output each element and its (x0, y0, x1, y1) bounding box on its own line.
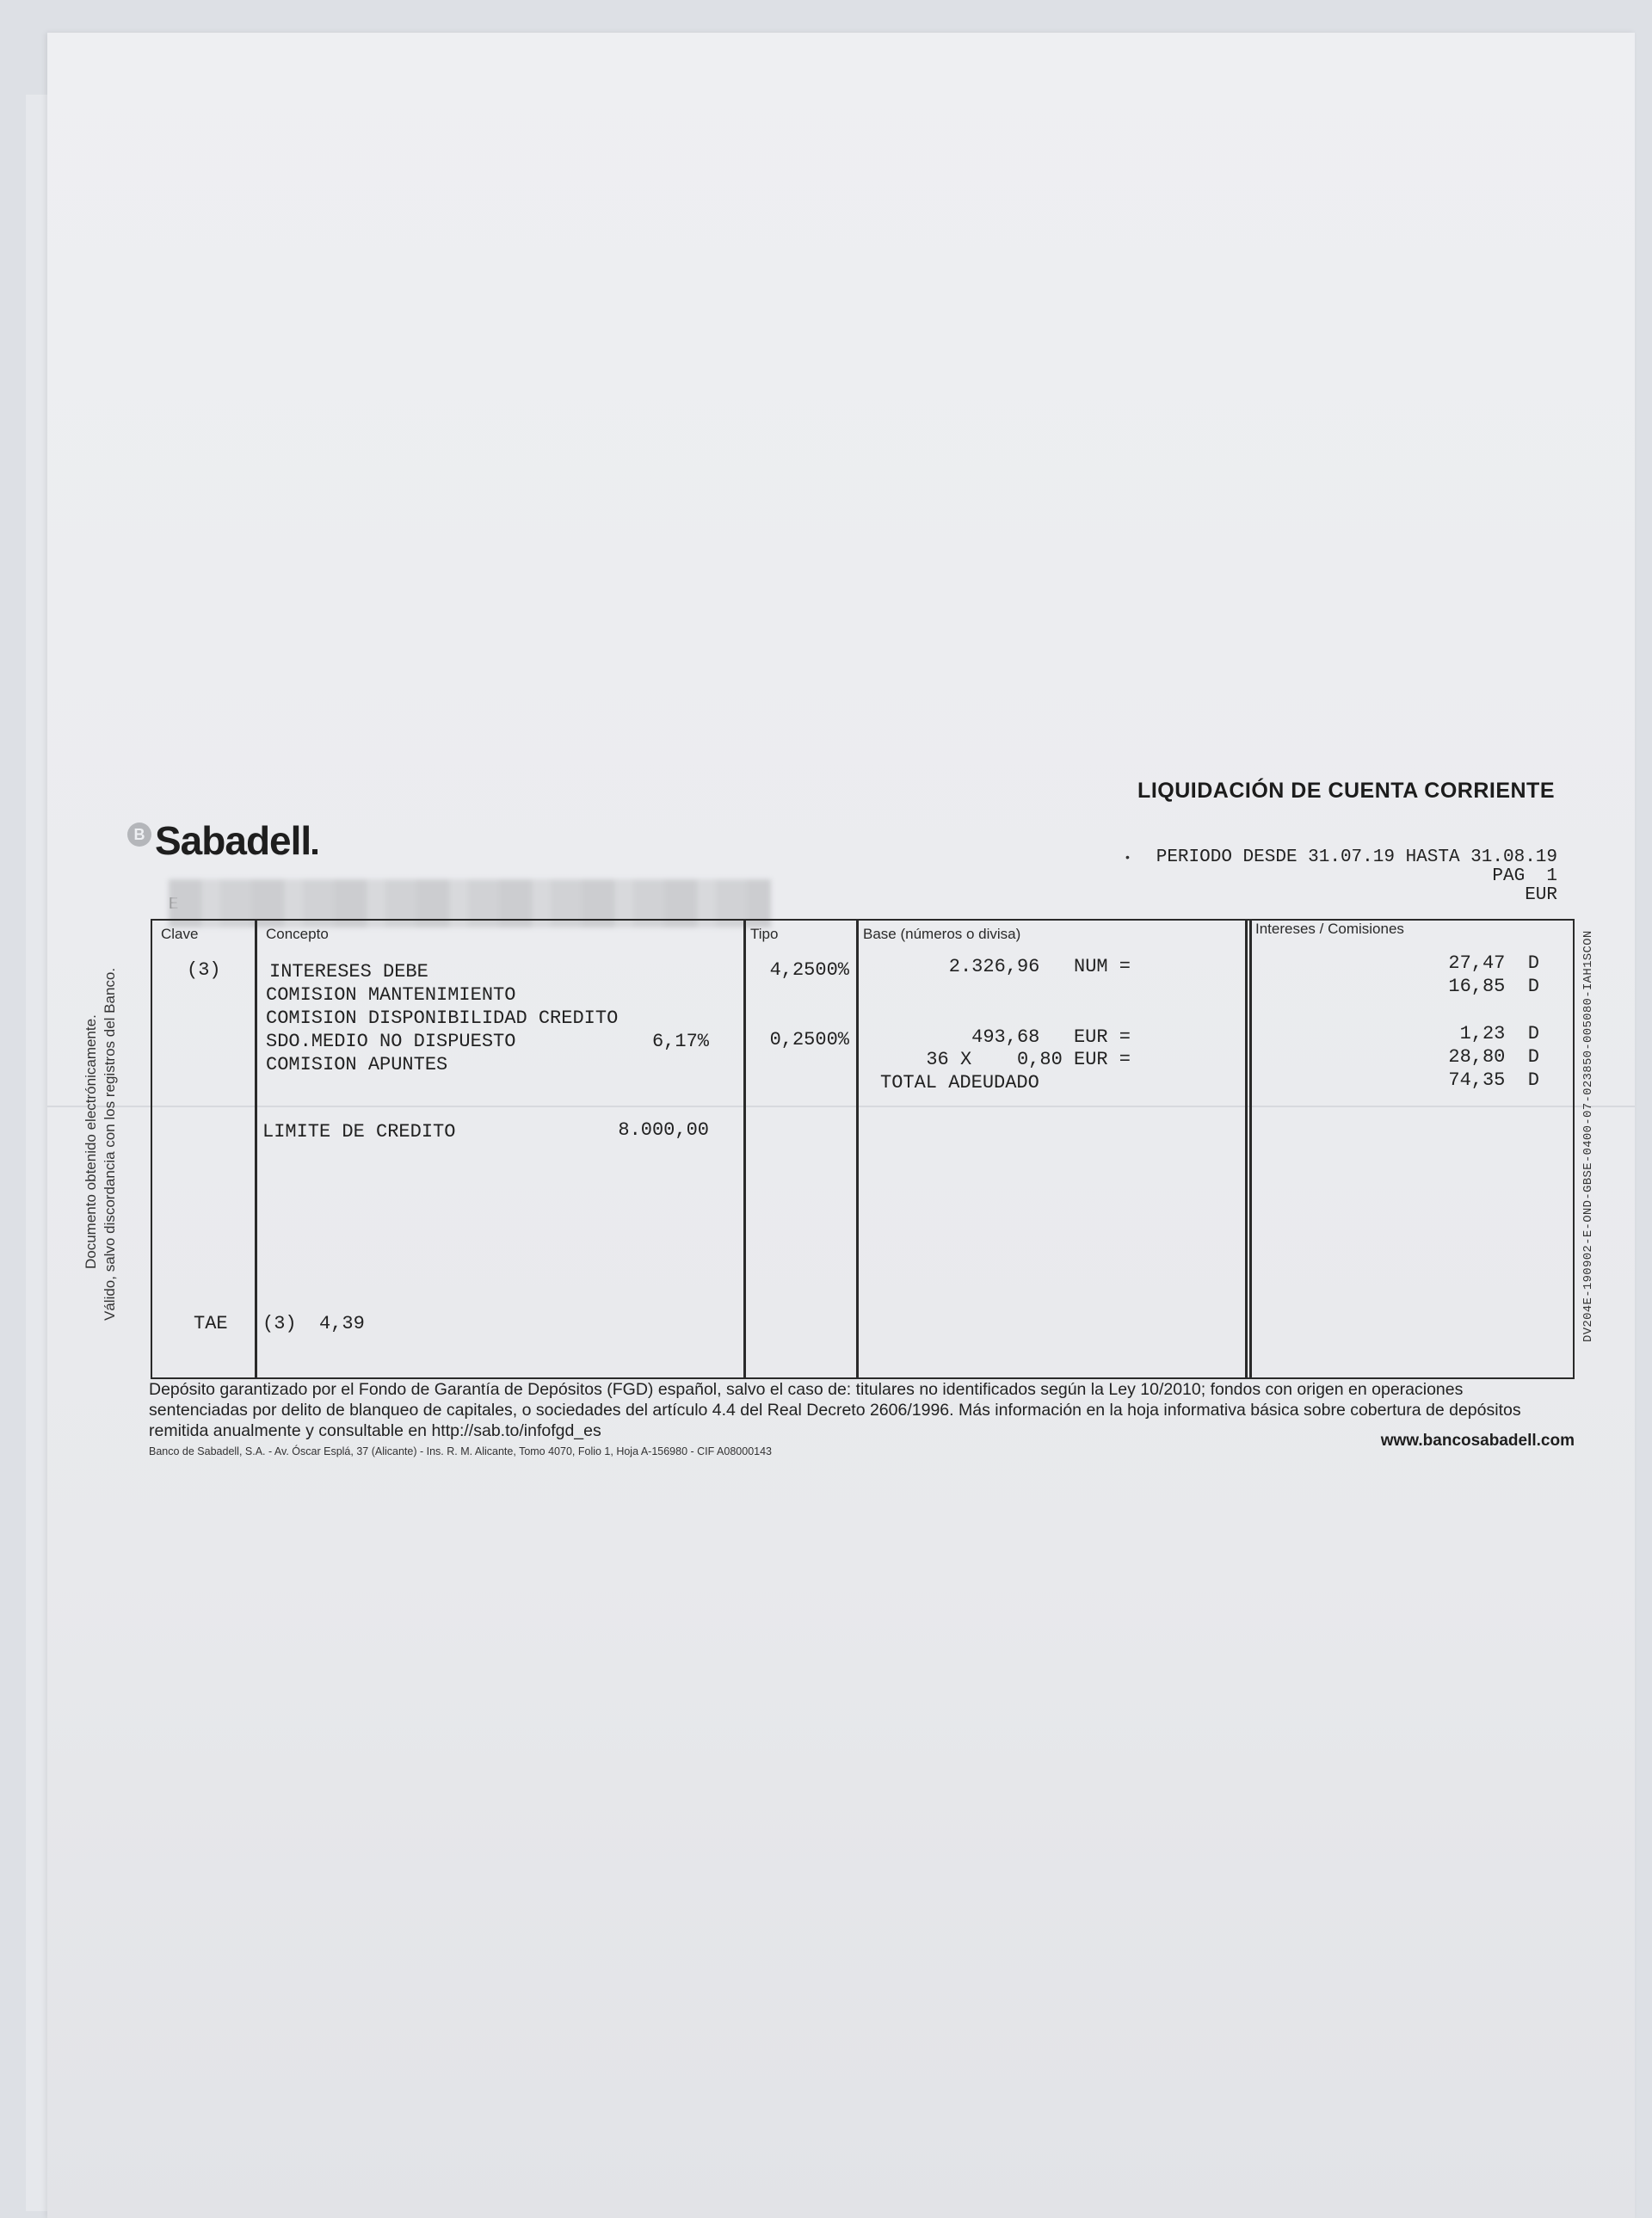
row4-concepto: SDO.MEDIO NO DISPUESTO (266, 1031, 516, 1052)
row2-concepto: COMISION MANTENIMIENTO (266, 984, 516, 1006)
logo-wordmark: Sabadell (155, 817, 317, 864)
settlement-table (151, 919, 1575, 1379)
header-concepto: Concepto (266, 926, 329, 942)
dot-mark-icon: • (1125, 850, 1130, 864)
row1-concepto: INTERESES DEBE (269, 961, 428, 983)
row2-importe: 16,85 D (1448, 976, 1539, 997)
website-link[interactable]: www.bancosabadell.com (1380, 1432, 1575, 1450)
row5-base: 36 X 0,80 EUR = (926, 1049, 1131, 1070)
row1-importe: 27,47 D (1448, 952, 1539, 974)
row4-tipo: 0,2500% (769, 1029, 849, 1050)
period-block (1156, 848, 1557, 905)
row4-concepto-value: 6,17% (651, 1031, 709, 1052)
side-document-code: DV204E-190902-E-OND-GBSE-0400-07-023850-005080-IAH1SCON (1581, 930, 1595, 1342)
header-intereses-label: Intereses / Comisiones (1255, 921, 1404, 937)
total-label: TOTAL ADEUDADO (880, 1072, 1039, 1094)
logo-badge-icon: B (127, 823, 151, 847)
side-line-2: Válido, salvo discordancia con los registros del Banco. (102, 967, 118, 1321)
bank-logo (127, 817, 317, 864)
row1-base: 2.326,96 NUM = (948, 956, 1131, 977)
credit-limit-label: LIMITE DE CREDITO (262, 1121, 456, 1143)
tae-value: (3) 4,39 (262, 1313, 365, 1334)
header-base: Base (números o divisa) (863, 926, 1021, 942)
row5-importe: 28,80 D (1448, 1046, 1539, 1068)
credit-limit-value: 8.000,00 (618, 1119, 709, 1141)
total-value: 74,35 D (1448, 1069, 1539, 1091)
header-tipo: Tipo (750, 926, 779, 942)
row5-concepto: COMISION APUNTES (266, 1054, 448, 1075)
page-number: PAG 1 (1492, 866, 1557, 886)
row4-base: 493,68 EUR = (971, 1026, 1131, 1048)
side-validity-note (82, 968, 120, 1321)
side-line-1: Documento obtenido electrónicamente. (83, 1014, 99, 1269)
row4-importe: 1,23 D (1459, 1023, 1539, 1044)
header-intereses (1245, 921, 1404, 938)
period-range: PERIODO DESDE 31.07.19 HASTA 31.08.19 (1156, 847, 1557, 867)
tae-label: TAE (194, 1313, 228, 1334)
header-clave: Clave (161, 926, 199, 942)
row1-tipo: 4,2500% (769, 959, 849, 981)
currency: EUR (1525, 885, 1557, 905)
row1-clave: (3) (187, 959, 221, 981)
deposit-guarantee-note: Depósito garantizado por el Fondo de Garantía de Depósitos (FGD) español, salvo el caso de: titulares no identificados según la Ley 10/2010; fondos con origen en operaciones sentenciadas por delito de blanqueo de capitales, o sociedades del artículo 4.4 del Real Decreto 2606/1996. Más información en la hoja informativa básica sobre cobertura de depósitos remitida anualmente y consultable en http://sab.to/infofgd_es (149, 1380, 1521, 1440)
row3-concepto: COMISION DISPONIBILIDAD CREDITO (266, 1007, 619, 1029)
legal-notice: Banco de Sabadell, S.A. - Av. Óscar Esplá, 37 (Alicante) - Ins. R. M. Alicante, Tomo 4070, Folio 1, Hoja A-156980 - CIF A08000143 (149, 1445, 773, 1457)
document-title: LIQUIDACIÓN DE CUENTA CORRIENTE (1137, 779, 1555, 803)
